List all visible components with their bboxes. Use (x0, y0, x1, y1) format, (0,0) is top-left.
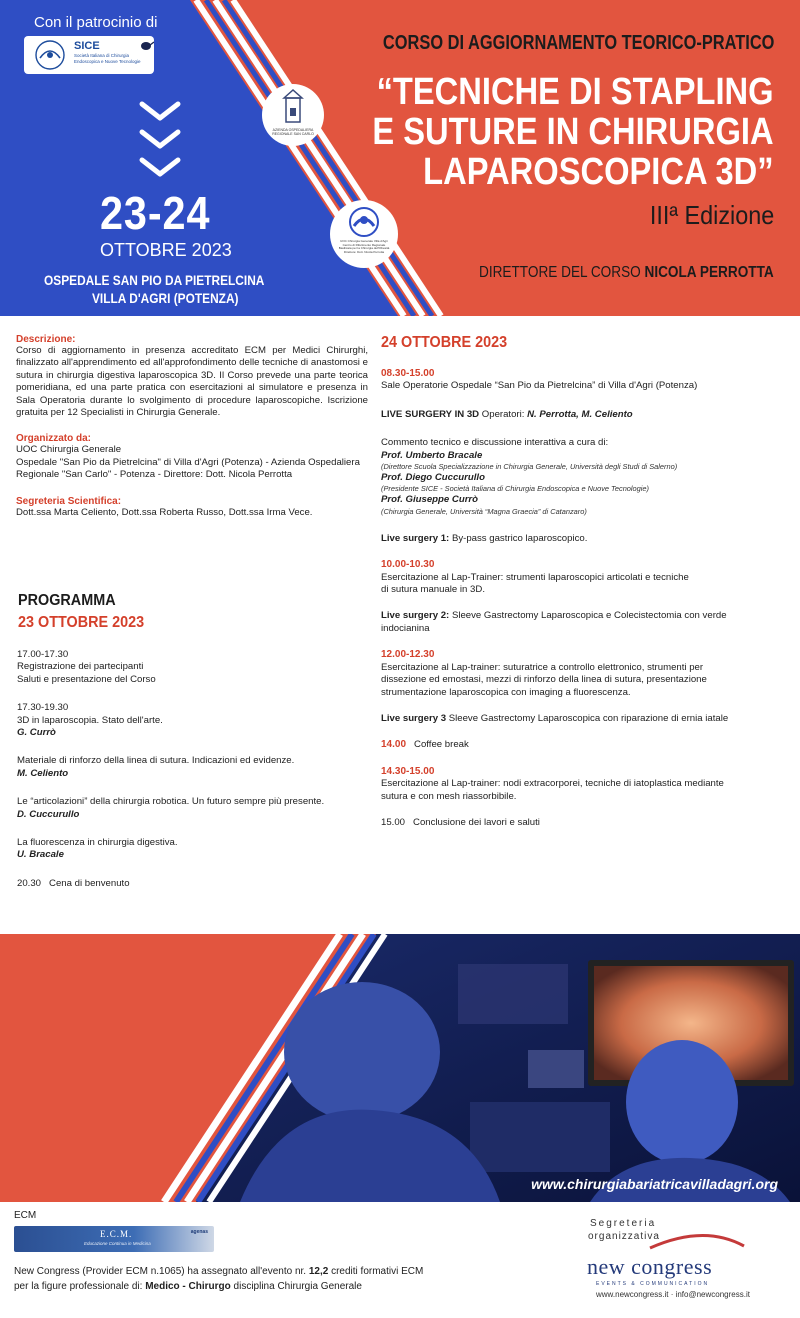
profession-pre: per la figure professionale di: (14, 1281, 143, 1292)
panelist-affiliation: (Direttore Scuola Specializzazione in Chirurgia Generale, Università degli Studi di Salerno) (381, 462, 678, 472)
day2-slot-text: strumentazione laparoscopica con imaging a fluorescenza. (381, 686, 631, 698)
panelist-name: Prof. Diego Cuccurullo (381, 472, 485, 484)
patronage-label: Con il patrocinio di (34, 14, 158, 31)
day2-slot-text: Esercitazione al Lap-Trainer: strumenti laparoscopici articolati e tecniche (381, 571, 689, 583)
uoc-seal (330, 200, 398, 268)
day1-slot-text: Saluti e presentazione del Corso (17, 673, 156, 685)
organizing-secretary-label-2: organizzativa (588, 1231, 660, 1242)
director-label: DIRETTORE DEL CORSO (479, 264, 642, 281)
event-month: OTTOBRE 2023 (100, 240, 232, 260)
organizer-label: Organizzato da: (16, 433, 92, 445)
day1-speaker: D. Cuccurullo (17, 808, 80, 820)
course-director (479, 264, 774, 282)
day1-speaker: U. Bracale (17, 849, 64, 861)
day1-slot-text: La fluorescenza in chirurgia digestiva. (17, 837, 178, 849)
day2-slot-text: Esercitazione al Lap-trainer: nodi extracorporei, tecniche di iatoplastica mediante (381, 778, 724, 790)
day2-slot-time: 10.00-10.30 (381, 559, 435, 571)
day2-slot-text: dissezione ed emostasi, mezzi di rinforzo della linea di sutura, presentazione (381, 674, 707, 686)
day2-slot-text: Esercitazione al Lap-trainer: suturatrice a controllo elettronico, strumenti per (381, 661, 704, 673)
ecm-label: ECM (14, 1210, 37, 1221)
coffee-break (381, 739, 781, 751)
scientific-secretary-label: Segreteria Scientifica: (16, 495, 122, 507)
day1-slot-time: 17.30-19.30 (17, 702, 69, 714)
day2-slot-time: 12.00-12.30 (381, 649, 435, 661)
dinner-item (17, 878, 372, 890)
new-congress-tagline: EVENTS & COMMUNICATION (596, 1281, 710, 1287)
organizer-line-1: UOC Chirurgia Generale (16, 444, 122, 456)
discipline: disciplina Chirurgia Generale (233, 1281, 362, 1292)
sice-emblem-icon (28, 36, 74, 74)
scientific-secretary-text: Dott.ssa Marta Celiento, Dott.ssa Roberta Russo, Dott.ssa Irma Vece. (16, 506, 313, 518)
live-surgery-3 (381, 713, 781, 725)
day1-speaker: G. Currò (17, 727, 56, 739)
profession-name: Medico - Chirurgo (145, 1281, 231, 1292)
day1-slot-text: Materiale di rinforzo della linea di sutura. Indicazioni ed evidenze. (17, 755, 295, 767)
credits-pre: New Congress (Provider ECM n.1065) ha assegnato all'evento nr. (14, 1266, 307, 1277)
day1-speaker: M. Celiento (17, 767, 69, 779)
day2-slot-text: sutura e con mesh riassorbibile. (381, 790, 517, 802)
closing-time: 15.00 (381, 816, 406, 828)
organizer-line-2: Ospedale "San Pio da Pietrelcina" di Villa d'Agri (Potenza) - Azienda Ospedaliera Regionale "San Carlo" - Potenza - Direttore: Dott. Nicola Perrotta (16, 456, 360, 481)
day2-slot-text: di sutura manuale in 3D. (381, 584, 485, 596)
credits-line (14, 1264, 484, 1279)
live-surgery-2-label: Live surgery 2: (381, 610, 450, 622)
sice-camera-icon (140, 41, 154, 51)
day1-slot-text: 3D in laparoscopia. Stato dell'arte. (17, 714, 163, 726)
course-info (16, 334, 368, 519)
panelist-affiliation: (Chirurgia Generale, Università “Magna Graecia” di Catanzaro) (381, 506, 587, 516)
panelist-affiliation: (Presidente SICE - Società Italiana di Chirurgia Endoscopica e Nuove Tecnologie) (381, 484, 649, 494)
hospital-seal-caption: AZIENDA OSPEDALIERA REGIONALE SAN CARLO (272, 128, 314, 136)
operators-label: Operatori: (481, 408, 525, 420)
ecm-banner-subtitle: Educazione Continua in Medicina (84, 1241, 151, 1246)
live-surgery-1 (381, 533, 781, 545)
coffee-text: Coffee break (414, 739, 469, 751)
live-surgery-label: LIVE SURGERY IN 3D (381, 408, 480, 420)
header-banner (0, 0, 800, 316)
day2-slot-time: 14.30-15.00 (381, 765, 435, 777)
live-surgery-3-text: Sleeve Gastrectomy Laparoscopica con riparazione di ernia iatale (448, 712, 729, 724)
course-title-line-2: E SUTURE IN CHIRURGIA (372, 111, 774, 153)
sice-subtitle: Società Italiana di Chirurgia Endoscopica e Nuove Tecnologie (74, 53, 141, 64)
live-surgery-1-label: Live surgery 1: (381, 532, 450, 544)
website-link[interactable]: www.chirurgiabariatricavilladagri.org (531, 1176, 778, 1192)
surgery-photo-band (0, 934, 800, 1202)
day1-slot-text: Registrazione dei partecipanti (17, 661, 144, 673)
sice-name: SICE (74, 40, 100, 52)
course-title-line-3: LAPAROSCOPICA 3D” (423, 151, 774, 193)
day1-slot-time: 17.00-17.30 (17, 649, 69, 660)
new-congress-logo[interactable]: new congress (587, 1254, 713, 1279)
new-congress-contacts[interactable]: www.newcongress.it · info@newcongress.it (596, 1290, 750, 1299)
live-surgery-2-text: Sleeve Gastrectomy Laparoscopica e Colecistectomia con verde (451, 610, 727, 622)
description-label: Descrizione: (16, 334, 76, 345)
hospital-seal (262, 84, 324, 146)
live-surgery-2-text-cont: indocianina (381, 622, 430, 634)
live-surgery-header (381, 409, 781, 421)
venue-line-2: VILLA D'AGRI (POTENZA) (92, 290, 239, 306)
program-title: PROGRAMMA (18, 592, 116, 609)
ecm-banner (14, 1226, 214, 1252)
chevron-down-icon (138, 100, 182, 122)
chevron-down-icon (138, 128, 182, 150)
course-title (373, 72, 774, 192)
credits-number: 12,2 (308, 1266, 329, 1277)
closing (381, 817, 781, 829)
day2-schedule (381, 368, 781, 829)
course-title-line-1: “TECNICHE DI STAPLING (376, 71, 774, 113)
live-surgery-3-label: Live surgery 3 (381, 712, 447, 724)
ecm-credits (14, 1264, 484, 1294)
dinner-time: 20.30 (17, 877, 42, 889)
organizing-secretary-label: Segreteria (590, 1218, 657, 1229)
comment-intro: Commento tecnico e discussione interattiva a cura di: (381, 437, 609, 449)
event-dates: 23-24 (100, 187, 211, 239)
description-text: Corso di aggiornamento in presenza accreditato ECM per Medici Chirurghi, finalizzato all'apprendimento ed all'approfondimento delle tecniche di anastomosi e sutura in chirurgia digestiva laparoscopica 3D. Il Corso prevede una parte teorica pomeridiana, ed una parte pratica con esercitazioni al simulatore e presenza in Sala Operatoria durante lo svolgimento di procedure laparoscopiche. Iscrizione gratuita per 12 Specialisti in Chirurgia Generale. (16, 345, 368, 419)
day2-title: 24 OTTOBRE 2023 (381, 334, 508, 351)
uoc-seal-caption: UOC Chirurgia Generale Villa d'Agri Centro di Riferimento Regionale Basilicata per la Chirurgia dell'Obesità Direttore: Dott. Nicola Perrotta (338, 239, 390, 254)
coffee-time: 14.00 (381, 739, 407, 751)
new-congress-swoosh-icon (648, 1226, 758, 1252)
uoc-emblem-icon (330, 200, 398, 268)
venue-line-1: OSPEDALE SAN PIO DA PIETRELCINA (44, 272, 265, 288)
chevron-down-icon (138, 156, 182, 178)
closing-text: Conclusione dei lavori e saluti (413, 816, 540, 828)
day1-schedule (17, 649, 372, 890)
live-surgery-2 (381, 610, 781, 622)
operating-room-photo (0, 934, 800, 1202)
panelist-name: Prof. Giuseppe Currò (381, 494, 479, 506)
day1-title: 23 OTTOBRE 2023 (18, 614, 145, 631)
dinner-text: Cena di benvenuto (49, 877, 130, 889)
operators-names: N. Perrotta, M. Celiento (527, 408, 633, 420)
panelist-name: Prof. Umberto Bracale (381, 449, 483, 461)
day2-slot-text: Sale Operatorie Ospedale “San Pio da Pietrelcina” di Villa d'Agri (Potenza) (381, 380, 698, 392)
profession-line (14, 1279, 484, 1294)
agenas-logo: agenas (190, 1229, 208, 1235)
day1-slot-text: Le “articolazioni” della chirurgia robotica. Un futuro sempre più presente. (17, 796, 325, 808)
course-kind: CORSO DI AGGIORNAMENTO TEORICO-PRATICO (382, 32, 774, 54)
sice-logo[interactable] (24, 36, 154, 74)
ecm-banner-title: E.C.M. (100, 1229, 133, 1239)
live-surgery-1-text: By-pass gastrico laparoscopico. (451, 532, 588, 544)
credits-post: crediti formativi ECM (331, 1266, 424, 1277)
tower-emblem-icon (262, 84, 324, 146)
director-name: NICOLA PERROTTA (644, 264, 774, 281)
edition: IIIª Edizione (649, 200, 774, 230)
day2-slot-time: 08.30-15.00 (381, 368, 435, 379)
